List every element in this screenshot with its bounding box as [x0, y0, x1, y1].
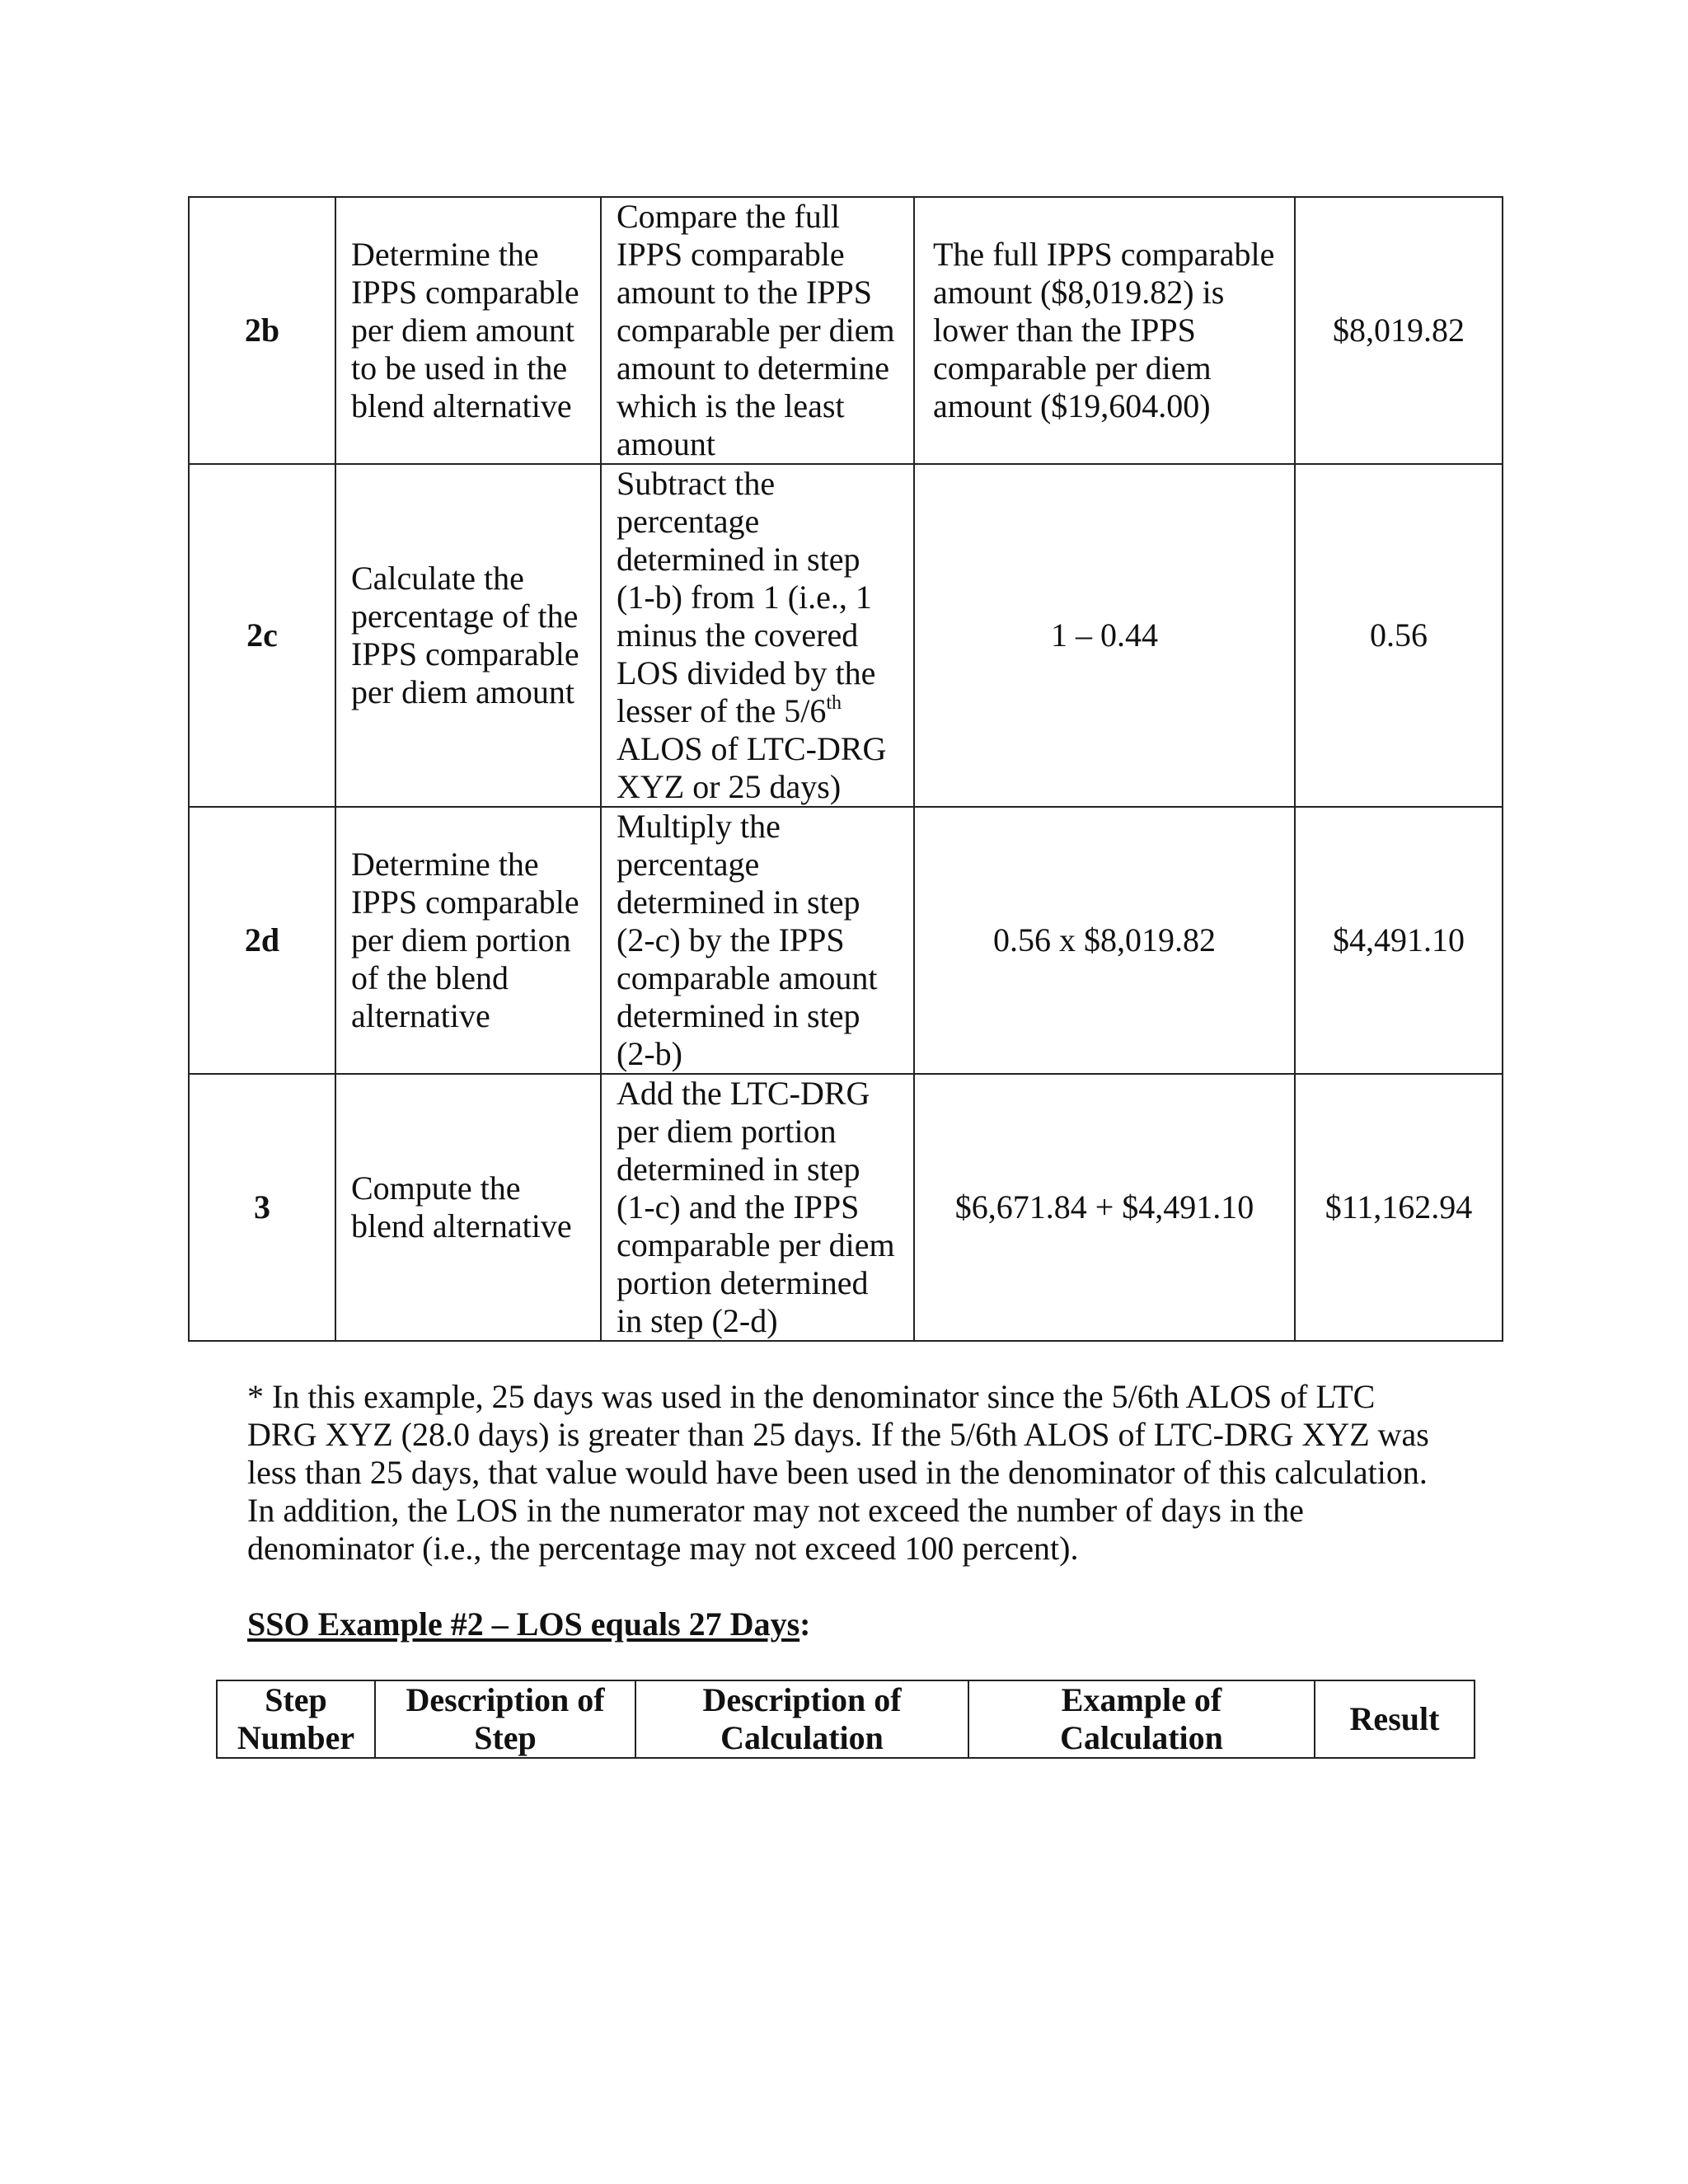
ordinal-superscript: th: [826, 692, 842, 714]
table-row: [189, 807, 1503, 1074]
step-description-cell: Determine the IPPS comparable per diem amount to be used in the blend alternative: [335, 197, 601, 464]
column-header-result: Result: [1315, 1680, 1475, 1758]
calculation-text-continued: ALOS of LTC-DRG XYZ or 25 days): [617, 730, 887, 805]
calculation-description-cell: Compare the full IPPS comparable amount to the IPPS comparable per diem amount to determine which is the least amount: [601, 197, 914, 464]
step-number-cell: 2d: [189, 807, 335, 1074]
section-heading-text: SSO Example #2 – LOS equals 27 Days: [247, 1605, 800, 1643]
column-header-example-of-calculation: Example of Calculation: [968, 1680, 1315, 1758]
column-header-description-of-step: Description of Step: [375, 1680, 635, 1758]
calculation-description-cell: Multiply the percentage determined in step (2-c) by the IPPS comparable amount determined in step (2-b): [601, 807, 914, 1074]
calculation-example-cell: 1 – 0.44: [914, 464, 1295, 807]
result-cell: $11,162.94: [1295, 1074, 1503, 1341]
step-number-cell: 2c: [189, 464, 335, 807]
table-row: [189, 1074, 1503, 1341]
calculation-description-cell: Add the LTC-DRG per diem portion determined in step (1-c) and the IPPS comparable per diem portion determined in step (2-d): [601, 1074, 914, 1341]
column-header-step-number: Step Number: [217, 1680, 375, 1758]
calculation-example-cell: 0.56 x $8,019.82: [914, 807, 1295, 1074]
step-number-cell: 2b: [189, 197, 335, 464]
step-description-cell: Determine the IPPS comparable per diem portion of the blend alternative: [335, 807, 601, 1074]
step-number-cell: 3: [189, 1074, 335, 1341]
column-header-description-of-calculation: Description of Calculation: [635, 1680, 968, 1758]
table-row: [189, 197, 1503, 464]
steps-table: [188, 196, 1503, 1342]
calculation-example-cell: The full IPPS comparable amount ($8,019.82) is lower than the IPPS comparable per diem amount ($19,604.00): [914, 197, 1295, 464]
result-cell: 0.56: [1295, 464, 1503, 807]
footnote: * In this example, 25 days was used in the denominator since the 5/6th ALOS of LTC DRG XYZ (28.0 days) is greater than 25 days. If the 5/6th ALOS of LTC-DRG XYZ was less than 25 days, that value would have been used in the denominator of this calculation. In addition, the LOS in the numerator may not exceed the number of days in the denominator (i.e., the percentage may not exceed 100 percent).: [247, 1378, 1429, 1567]
step-description-cell: Calculate the percentage of the IPPS comparable per diem amount: [335, 464, 601, 807]
calculation-example-cell: $6,671.84 + $4,491.10: [914, 1074, 1295, 1341]
section-heading-colon: :: [799, 1605, 811, 1643]
calculation-description-cell: [601, 464, 914, 807]
example-2-table: [216, 1680, 1475, 1759]
step-description-cell: Compute the blend alternative: [335, 1074, 601, 1341]
table-header-row: [217, 1680, 1475, 1758]
result-cell: $4,491.10: [1295, 807, 1503, 1074]
calculation-text: Subtract the percentage determined in step (1-b) from 1 (i.e., 1 minus the covered LOS divided by the lesser of the 5/6: [617, 465, 876, 729]
result-cell: $8,019.82: [1295, 197, 1503, 464]
section-heading: [247, 1605, 810, 1643]
table-row: [189, 464, 1503, 807]
